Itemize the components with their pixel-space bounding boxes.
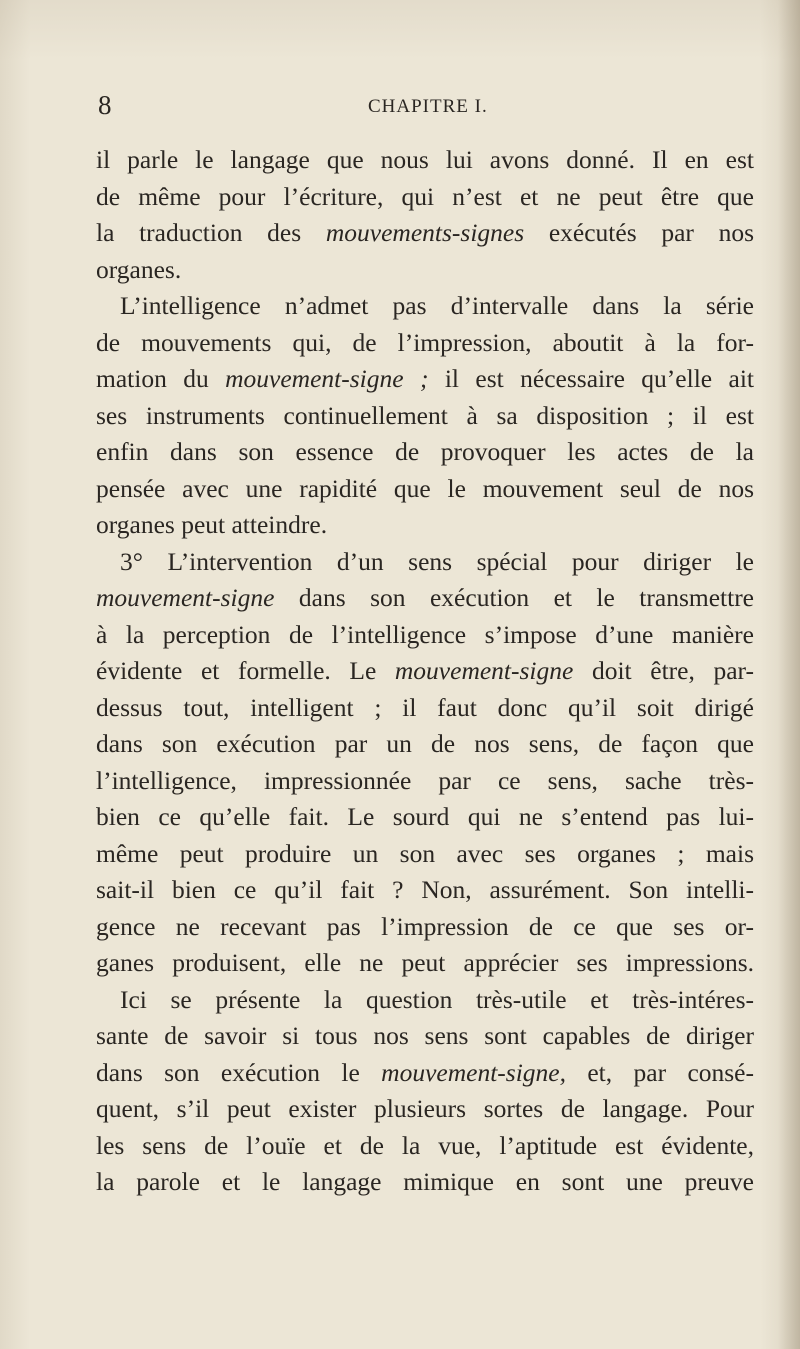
text-line bbox=[96, 398, 754, 435]
text-segment: la traduction des bbox=[96, 218, 326, 247]
italic-term: mouvement-signe, bbox=[381, 1057, 566, 1087]
text-line bbox=[96, 142, 754, 179]
text-line bbox=[96, 653, 754, 690]
body-text bbox=[96, 142, 754, 1201]
text-line bbox=[96, 288, 754, 325]
text-line bbox=[96, 726, 754, 763]
text-line bbox=[96, 909, 754, 946]
text-line bbox=[96, 872, 754, 909]
text-segment: dans son exécution et le transmettre bbox=[274, 583, 754, 612]
text-segment: ses instruments continuellement à sa disposition ; il est bbox=[96, 400, 754, 430]
text-segment: doit être, par- bbox=[573, 656, 754, 685]
text-line bbox=[96, 982, 754, 1019]
text-segment: ganes produisent, elle ne peut apprécier ses impressions. bbox=[96, 948, 754, 977]
text-line bbox=[96, 1018, 754, 1055]
text-line bbox=[96, 471, 754, 508]
text-segment: dessus tout, intelligent ; il faut donc qu’il soit dirigé bbox=[96, 692, 754, 722]
text-segment: il parle le langage que nous lui avons donné. Il en est bbox=[96, 145, 754, 174]
running-head bbox=[98, 90, 752, 120]
text-line bbox=[96, 252, 754, 289]
text-line bbox=[96, 544, 754, 581]
text-line bbox=[96, 1091, 754, 1128]
text-segment: enfin dans son essence de provoquer les actes de la bbox=[96, 437, 754, 466]
chapter-title: CHAPITRE I. bbox=[368, 96, 488, 117]
text-segment: il est nécessaire qu’elle ait bbox=[428, 364, 754, 393]
text-line bbox=[96, 179, 754, 216]
text-line bbox=[96, 763, 754, 800]
text-segment: exécutés par nos bbox=[524, 218, 754, 247]
text-segment: organes. bbox=[96, 254, 182, 284]
text-line bbox=[96, 799, 754, 836]
text-line bbox=[96, 1128, 754, 1165]
text-line bbox=[96, 690, 754, 727]
text-segment: gence ne recevant pas l’impression de ce que ses or- bbox=[96, 911, 754, 941]
text-segment: pensée avec une rapidité que le mouvement seul de nos bbox=[96, 473, 754, 503]
text-segment: sante de savoir si tous nos sens sont capables de diriger bbox=[96, 1021, 754, 1050]
text-segment: organes peut atteindre. bbox=[96, 510, 328, 539]
text-segment: l’intelligence, impressionnée par ce sens, sache très- bbox=[96, 765, 754, 795]
italic-term: mouvement-signe ; bbox=[225, 364, 429, 393]
text-segment: dans son exécution par un de nos sens, de façon que bbox=[96, 729, 754, 758]
text-segment: de mouvements qui, de l’impression, aboutit à la for- bbox=[96, 327, 754, 357]
text-segment: sait-il bien ce qu’il fait ? Non, assurément. Son intelli- bbox=[96, 875, 754, 904]
text-segment: quent, s’il peut exister plusieurs sortes de langage. Pour bbox=[96, 1094, 754, 1123]
text-segment: 3° L’intervention d’un sens spécial pour diriger le bbox=[120, 546, 754, 576]
text-segment: bien ce qu’elle fait. Le sourd qui ne s’entend pas lui- bbox=[96, 802, 754, 831]
text-line bbox=[96, 215, 754, 252]
text-segment: évidente et formelle. Le bbox=[96, 656, 395, 685]
text-line bbox=[96, 1055, 754, 1092]
text-segment: et, par consé- bbox=[566, 1057, 754, 1087]
text-line bbox=[96, 836, 754, 873]
text-line bbox=[96, 1164, 754, 1201]
text-line bbox=[96, 325, 754, 362]
text-segment: mation du bbox=[96, 364, 226, 393]
text-segment: dans son exécution le bbox=[96, 1057, 382, 1087]
text-line bbox=[96, 617, 754, 654]
italic-term: mouvement-signe bbox=[394, 656, 574, 685]
text-segment: les sens de l’ouïe et de la vue, l’aptitude est évidente, bbox=[96, 1130, 754, 1160]
text-segment: de même pour l’écriture, qui n’est et ne peut être que bbox=[96, 181, 754, 211]
text-line bbox=[96, 361, 754, 398]
page-number: 8 bbox=[98, 90, 112, 120]
text-line bbox=[96, 434, 754, 471]
text-segment: à la perception de l’intelligence s’impose d’une manière bbox=[96, 619, 754, 649]
text-line bbox=[96, 580, 754, 617]
text-segment: L’intelligence n’admet pas d’intervalle dans la série bbox=[120, 291, 754, 320]
italic-term: mouvements-signes bbox=[325, 218, 525, 247]
text-segment: Ici se présente la question très-utile et très-intéres- bbox=[120, 984, 754, 1014]
text-line bbox=[96, 507, 754, 544]
text-segment: la parole et le langage mimique en sont une preuve bbox=[96, 1167, 754, 1196]
text-line bbox=[96, 945, 754, 982]
text-segment: même peut produire un son avec ses organes ; mais bbox=[96, 838, 754, 868]
page-edge-shadow bbox=[778, 0, 800, 1349]
italic-term: mouvement-signe bbox=[96, 583, 275, 612]
